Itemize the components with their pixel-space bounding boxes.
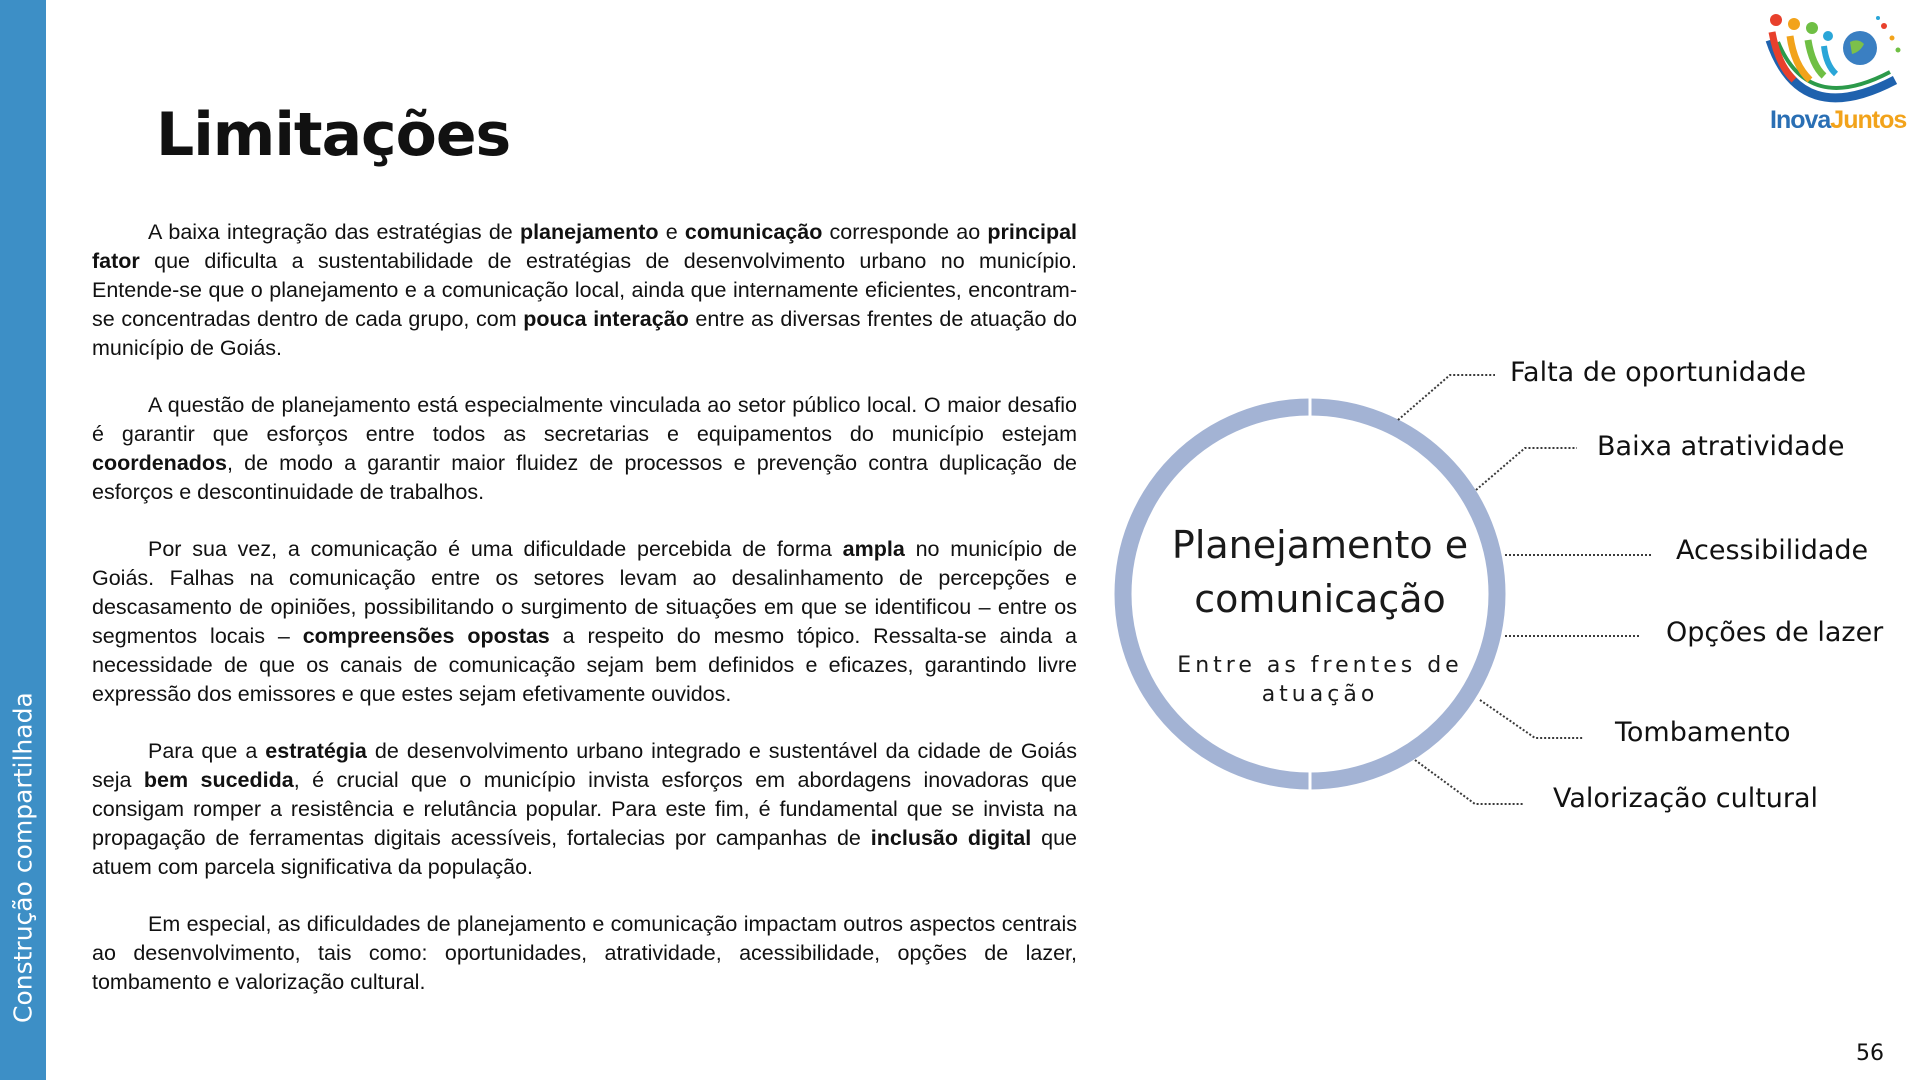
text-run: A baixa integração das estratégias de: [148, 220, 520, 244]
branch-label-lazer: Opções de lazer: [1666, 617, 1884, 648]
text-run: , é crucial que o município invista esforços em abordagens inovadoras que consigam romper a resistência e relutância popular. Para este fim, é fundamental que se invista na propagação de ferramentas digitais acessíveis, fortalecias por campanhas de: [92, 768, 1077, 850]
text-run: de desenvolvimento urbano integrado e sustentável da cidade de Goiás seja: [92, 739, 1077, 792]
text-run: no município de Goiás. Falhas na comunicação entre os setores levam ao desalinhamento de percepções e descasamento de opiniões, possibilitando o surgimento de situações em que se identificou – entre os segmentos locais –: [92, 537, 1078, 648]
logo-text-inova: Inova: [1770, 106, 1831, 134]
text-run: , de modo a garantir maior fluidez de processos e prevenção contra duplicação de esforços e descontinuidade de trabalhos.: [92, 451, 1077, 504]
text-run: que dificulta a sustentabilidade de estratégias de desenvolvimento urbano no município. Entende-se que o planejamento e a comunicação local, ainda que internamente eficientes, encontram-se concentradas dentro de cada grupo, com: [92, 249, 1077, 331]
bold-term: estratégia: [265, 739, 367, 763]
text-run: A questão de planejamento está especialmente vinculada ao setor público local. O maior desafio é garantir que esforços entre todos as secretarias e equipamentos do município estejam: [92, 393, 1077, 446]
connector-line-5: [1480, 700, 1583, 738]
bold-term: planejamento: [519, 220, 659, 244]
branch-label-tombamento: Tombamento: [1615, 717, 1791, 748]
bold-term: pouca interação: [523, 307, 689, 331]
text-run: entre as diversas frentes de atuação do município de Goiás.: [92, 307, 1078, 360]
text-run: Para que a: [148, 739, 266, 763]
text-run: que atuem com parcela significativa da população.: [92, 826, 1077, 879]
bold-term: compreensões opostas: [302, 624, 550, 648]
sidebar-label: Construção compartilhada: [8, 692, 38, 1023]
page-title: Limitações: [156, 100, 511, 170]
bold-term: comunicação: [684, 220, 823, 244]
text-run: corresponde ao: [822, 220, 988, 244]
bold-term: coordenados: [92, 451, 227, 475]
bold-term: inclusão digital: [870, 826, 1032, 850]
branch-label-oportunidade: Falta de oportunidade: [1510, 357, 1807, 388]
connector-line-6: [1415, 760, 1523, 804]
bold-term: principal fator: [92, 220, 1078, 273]
connector-line-2: [1476, 448, 1577, 490]
diagram-center-subtitle: Entre as frentes de atuação: [1177, 653, 1463, 707]
text-run: Por sua vez, a comunicação é uma dificuldade percebida de forma: [148, 537, 843, 561]
logo-text-juntos: Juntos: [1830, 106, 1907, 134]
bold-term: ampla: [842, 537, 905, 561]
branch-label-acessibilidade: Acessibilidade: [1676, 535, 1869, 566]
connector-line-1: [1398, 375, 1495, 420]
branch-label-valorizacao: Valorização cultural: [1553, 783, 1819, 814]
branch-label-atratividade: Baixa atratividade: [1597, 431, 1845, 462]
text-run: e: [658, 220, 685, 244]
text-run: Em especial, as dificuldades de planejamento e comunicação impactam outros aspectos centrais ao desenvolvimento, tais como: oportunidades, atratividade, acessibilidade, opções de lazer, tombamento e valorização cultural.: [92, 912, 1077, 994]
bold-term: bem sucedida: [143, 768, 294, 792]
logo-text: [1770, 106, 1906, 135]
page-number: 56: [1856, 1041, 1884, 1066]
diagram-center-title: Planejamento e comunicação: [1171, 523, 1469, 621]
text-run: a respeito do mesmo tópico. Ressalta-se ainda a necessidade de que os canais de comunicação sejam bem definidos e eficazes, garantindo livre expressão dos emissores e que estes sejam efetivamente ouvidos.: [92, 624, 1077, 706]
